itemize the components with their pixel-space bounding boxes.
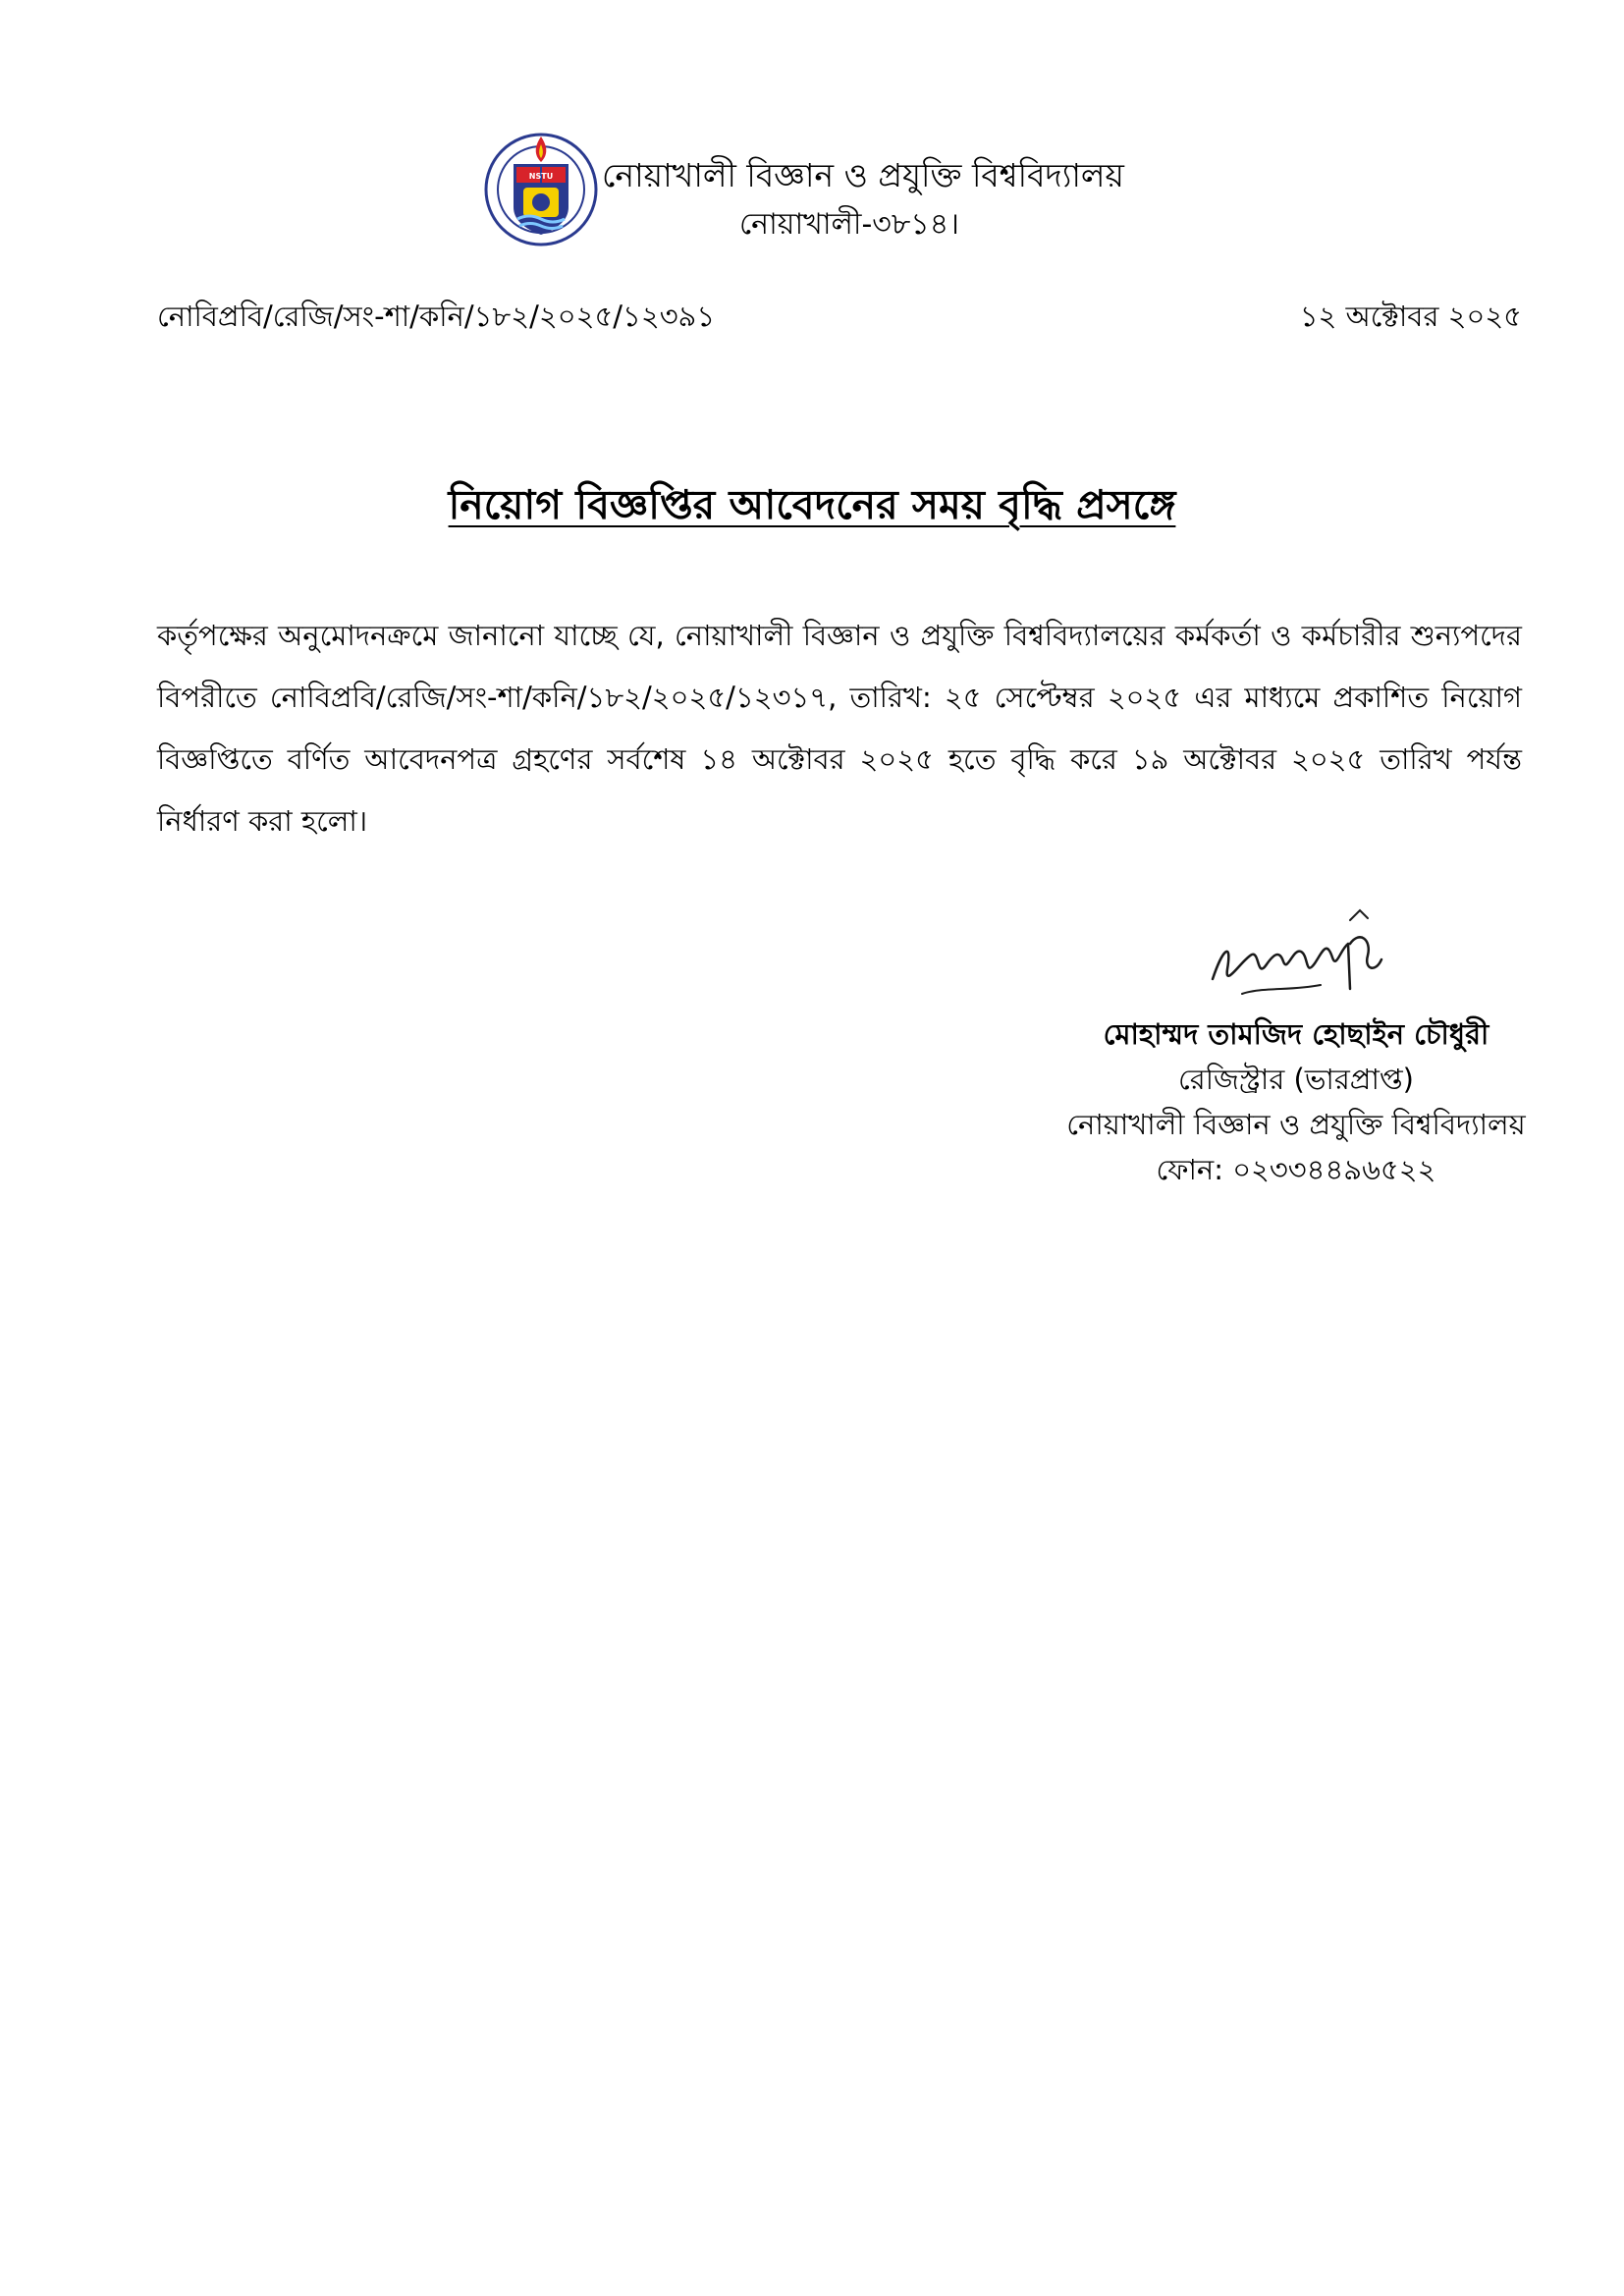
memo-date: ১২ অক্টোবর ২০২৫ (1299, 300, 1522, 333)
university-seal-icon (484, 129, 599, 249)
signatory-designation: রেজিস্ট্রার (ভারপ্রাপ্ত) (1177, 1063, 1414, 1096)
memo-reference: নোবিপ্রবি/রেজি/সং-শা/কনি/১৮২/২০২৫/১২৩৯১ (157, 300, 716, 333)
subject-heading (0, 477, 1624, 532)
signatory-organization: নোয়াখালী বিজ্ঞান ও প্রযুক্তি বিশ্ববিদ্যালয় (1066, 1108, 1526, 1141)
signatory-name: মোহাম্মদ তামজিদ হোছাইন চৌধুরী (1103, 1017, 1489, 1051)
handwritten-signature-icon (1203, 901, 1389, 1009)
subject-text: নিয়োগ বিজ্ঞপ্তির আবেদনের সময় বৃদ্ধি প্রসঙ্গে (448, 481, 1176, 528)
notice-body: কর্তৃপক্ষের অনুমোদনক্রমে জানানো যাচ্ছে যে, নোয়াখালী বিজ্ঞান ও প্রযুক্তি বিশ্ববিদ্যালয়ের কর্মকর্তা ও কর্মচারীর শুন্যপদের বিপরীতে নোবিপ্রবি/রেজি/সং-শা/কনি/১৮২/২০২৫/১২৩১৭, তারিখ: ২৫ সেপ্টেম্বর ২০২৫ এর মাধ্যমে প্রকাশিত নিয়োগ বিজ্ঞপ্তিতে বর্ণিত আবেদনপত্র গ্রহণের সর্বশেষ ১৪ অক্টোবর ২০২৫ হতে বৃদ্ধি করে ১৯ অক্টোবর ২০২৫ তারিখ পর্যন্ত নির্ধারণ করা হলো। (157, 619, 1522, 838)
logo-text: NSTU (528, 172, 554, 181)
signatory-block (1041, 1011, 1551, 1192)
university-address: নোয়াখালী-৩৮১৪। (739, 207, 959, 242)
signatory-phone: ফোন: ০২৩৩৪৪৯৬৫২২ (1156, 1153, 1436, 1186)
university-name: নোয়াখালী বিজ্ঞান ও প্রযুক্তি বিশ্ববিদ্যালয় (602, 156, 1124, 194)
